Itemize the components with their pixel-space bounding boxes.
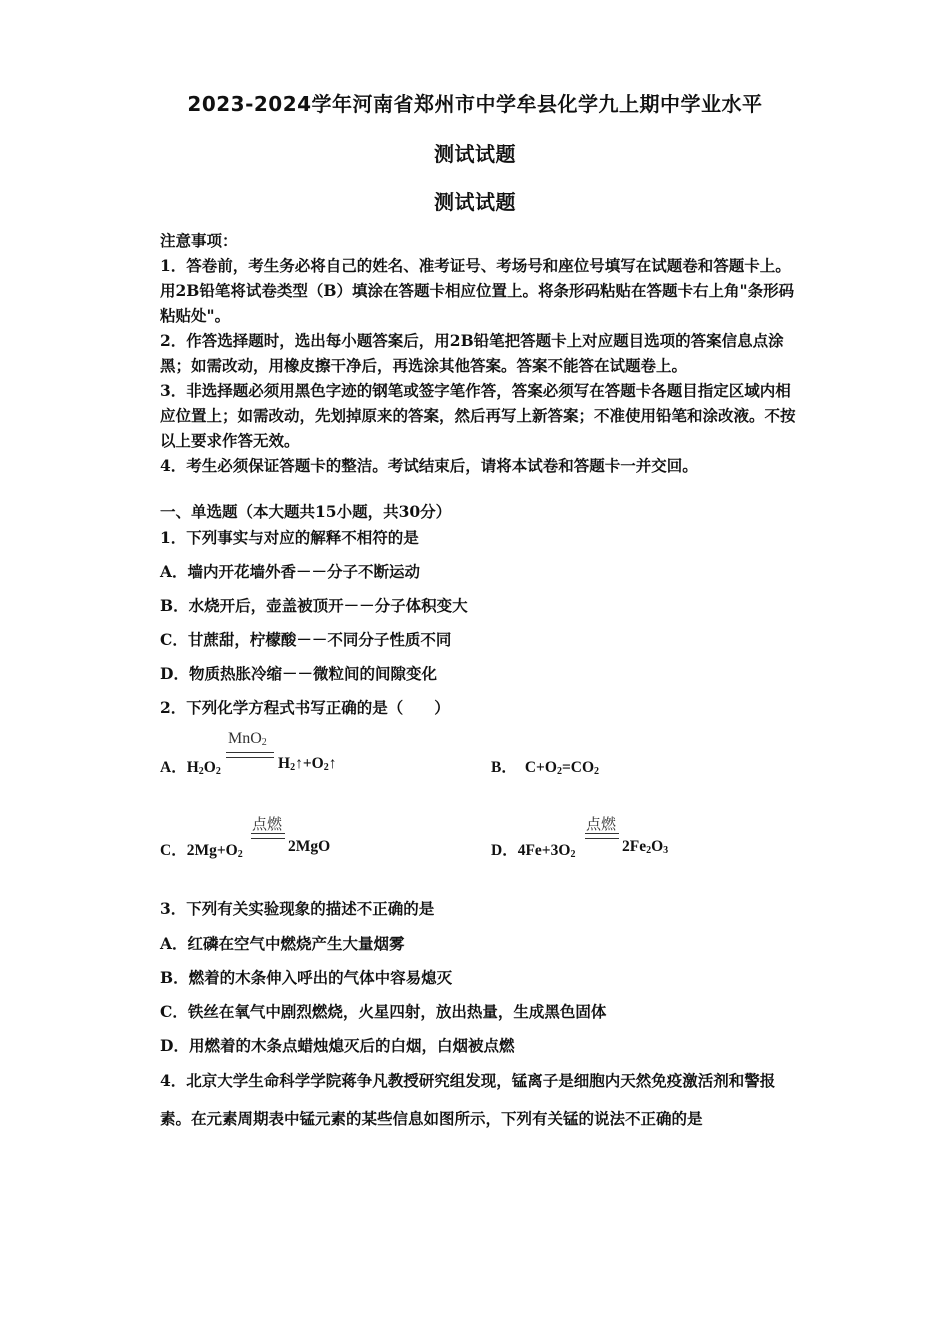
section-heading: 一、单选题（本大题共15小题，共30分）: [160, 502, 452, 521]
question-2-option-a: [160, 755, 221, 777]
question-1-stem: 1．下列事实与对应的解释不相符的是: [160, 528, 419, 547]
notes-heading: 注意事项：: [160, 231, 238, 250]
option-label: C．: [160, 842, 187, 859]
formula-sub: 2: [323, 762, 329, 773]
formula-part: O: [651, 838, 664, 855]
question-3-option-c: C．铁丝在氧气中剧烈燃烧，火星四射，放出热量，生成黑色固体: [160, 1002, 607, 1021]
question-2-option-d: [491, 838, 575, 860]
question-4-stem: 4．北京大学生命科学学院蒋争凡教授研究组发现，锰离子是细胞内天然免疫激活剂和警报素。在元素周期表中锰元素的某些信息如图所示，下列有关锰的说法不正确的是: [160, 1071, 776, 1128]
reaction-condition-ignite: 点燃: [586, 815, 617, 833]
equal-sign-double-line: [251, 833, 285, 839]
formula-part: =CO: [561, 759, 595, 776]
formula-sub: 2: [237, 849, 243, 860]
equal-sign-double-line: [585, 833, 619, 839]
question-3-stem: 3．下列有关实验现象的描述不正确的是: [160, 899, 435, 918]
formula-sub: 2: [556, 766, 562, 777]
exam-subtitle-repeat: 测试试题: [434, 190, 516, 214]
option-label: A．: [160, 759, 187, 776]
question-3-option-d: D．用燃着的木条点蜡烛熄灭后的白烟，白烟被点燃: [160, 1036, 515, 1055]
formula-sub: 2: [290, 762, 296, 773]
question-2-option-c: [160, 838, 243, 860]
option-label: B．: [491, 759, 517, 776]
condition-text: MnO: [228, 730, 262, 747]
equal-sign-double-line: [226, 752, 274, 758]
formula-sub: 3: [663, 845, 669, 856]
formula-sub: 2: [646, 845, 652, 856]
question-3-option-a: A．红磷在空气中燃烧产生大量烟雾: [160, 934, 405, 953]
reaction-condition-ignite: 点燃: [252, 815, 283, 833]
question-2-option-c-products: 2MgO: [288, 838, 331, 855]
question-1-option-d: D．物质热胀冷缩－－微粒间的间隙变化: [160, 664, 437, 683]
exam-subtitle: 测试试题: [434, 142, 516, 166]
question-2-option-d-products: [622, 838, 668, 856]
formula-part: 2Fe: [622, 838, 647, 855]
formula-sub: 2: [215, 766, 221, 777]
formula-part: ↑+O: [295, 755, 324, 772]
formula-part: ↑: [328, 755, 337, 772]
formula-sub: 2: [570, 849, 576, 860]
formula-part: C+O: [524, 759, 557, 776]
formula-part: H: [186, 759, 199, 776]
condition-sub: 2: [261, 737, 267, 748]
notes-item: 2．作答选择题时，选出每小题答案后，用2B铅笔把答题卡上对应题目选项的答案信息点涂黑；如需改动，用橡皮擦干净后，再选涂其他答案。答案不能答在试题卷上。: [160, 331, 784, 375]
question-1-option-a: A．墙内开花墙外香－－分子不断运动: [160, 562, 421, 581]
option-label: D．: [491, 842, 518, 859]
formula-part: H: [278, 755, 291, 772]
question-1-option-b: B．水烧开后，壶盖被顶开－－分子体积变大: [160, 596, 468, 615]
question-2-option-b: [491, 755, 599, 777]
question-1-option-c: C．甘蔗甜，柠檬酸－－不同分子性质不同: [160, 630, 452, 649]
question-2-stem: 2．下列化学方程式书写正确的是（ ）: [160, 698, 450, 717]
formula-sub: 2: [594, 766, 600, 777]
reaction-condition-mno2: [228, 730, 267, 748]
formula-part: 2Mg+O: [186, 842, 238, 859]
exam-title: 2023-2024学年河南省郑州市中学牟县化学九上期中学业水平: [187, 92, 763, 116]
formula-part: O: [203, 759, 216, 776]
question-2-option-a-products: [278, 755, 336, 773]
notes-item: 1．答卷前，考生务必将自己的姓名、准考证号、考场号和座位号填写在试题卷和答题卡上。用2B铅笔将试卷类型（B）填涂在答题卡相应位置上。将条形码粘贴在答题卡右上角"条形码粘贴处"。: [160, 256, 795, 325]
notes-block: [160, 228, 800, 478]
question-3-option-b: B．燃着的木条伸入呼出的气体中容易熄灭: [160, 968, 453, 987]
formula-part: 4Fe+3O: [517, 842, 571, 859]
notes-item: 4．考生必须保证答题卡的整洁。考试结束后，请将本试卷和答题卡一并交回。: [160, 456, 698, 475]
formula-sub: 2: [198, 766, 204, 777]
notes-item: 3．非选择题必须用黑色字迹的钢笔或签字笔作答，答案必须写在答题卡各题目指定区域内相应位置上；如需改动，先划掉原来的答案，然后再写上新答案；不准使用铅笔和涂改液。不按以上要求作答无效。: [160, 381, 796, 450]
